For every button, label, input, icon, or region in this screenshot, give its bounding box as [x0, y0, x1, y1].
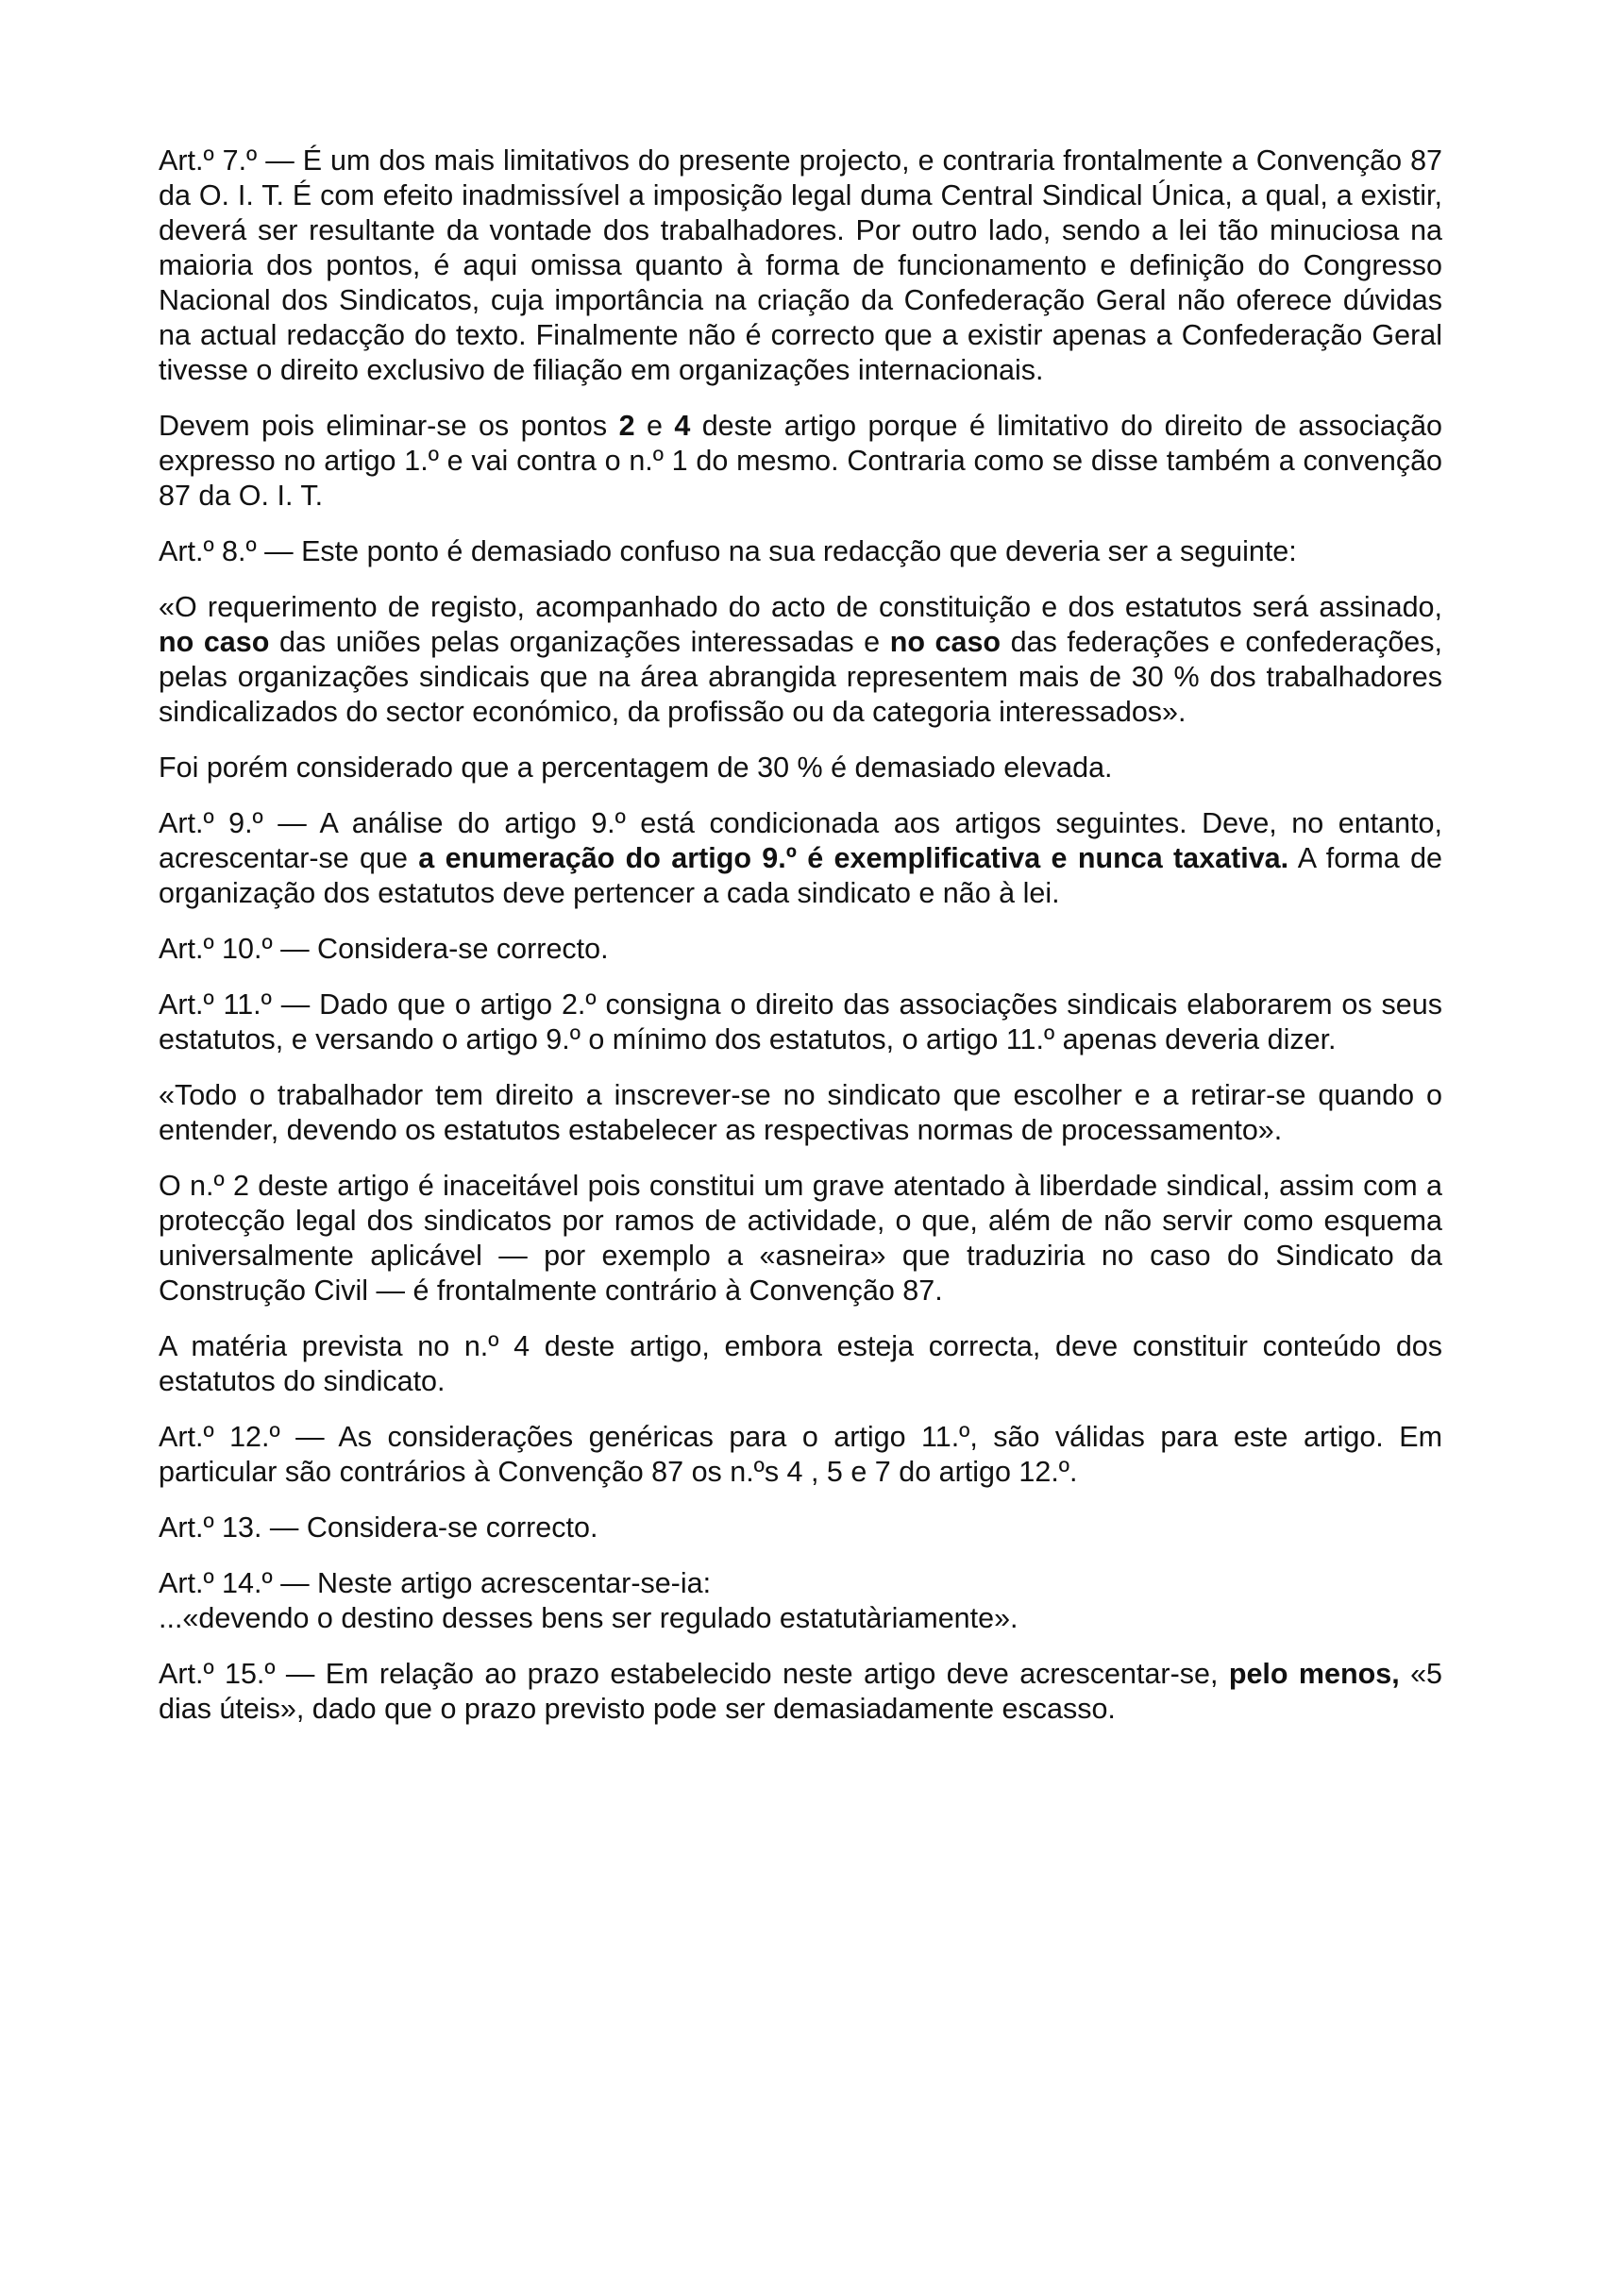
text-run: Art.º 13. — Considera-se correcto. — [159, 1511, 598, 1544]
text-run: Art.º 11.º — Dado que o artigo 2.º consigna o direito das associações sindicais elaborarem os seus estatutos, e versando o artigo 9.º o mínimo dos estatutos, o artigo 11.º apenas deveria dizer. — [159, 988, 1442, 1055]
text-run: Foi porém considerado que a percentagem de 30 % é demasiado elevada. — [159, 751, 1113, 784]
paragraph-art8-foi — [159, 751, 1442, 785]
paragraph-art8 — [159, 534, 1442, 569]
paragraph-art11-n4 — [159, 1329, 1442, 1399]
text-run: deste artigo porque é limitativo do direito de associação expresso no artigo 1.º e vai contra o n.º 1 do mesmo. Contraria como se disse também a convenção 87 da O. I. T. — [159, 410, 1442, 512]
text-run: «5 dias úteis», dado que o prazo previsto pode ser demasiadamente escasso. — [159, 1658, 1443, 1725]
text-run: Art.º 12.º — As considerações genéricas para o artigo 11.º, são válidas para este artigo. Em particular são contrários à Convenção 87 os n.ºs 4 , 5 e 7 do artigo 12.º. — [159, 1421, 1442, 1488]
paragraph-art13 — [159, 1511, 1442, 1545]
bold-run: a enumeração do artigo 9.º é exemplificativa e nunca taxativa. — [418, 842, 1289, 874]
paragraph-art12 — [159, 1420, 1442, 1490]
paragraph-art11-quote — [159, 1078, 1442, 1148]
text-run: O n.º 2 deste artigo é inaceitável pois constitui um grave atentado à liberdade sindical, assim com a protecção legal dos sindicatos por ramos de actividade, o que, além de não servir como esquema universalmente aplicável — por exemplo a «asneira» que traduziria no caso do Sindicato da Construção Civil — é frontalmente contrário à Convenção 87. — [159, 1170, 1442, 1307]
text-run: Art.º 7.º — É um dos mais limitativos do presente projecto, e contraria frontalmente a Convenção 87 da O. I. T. É com efeito inadmissível a imposição legal duma Central Sindical Única, a qual, a existir, deverá ser resultante da vontade dos trabalhadores. Por outro lado, sendo a lei tão minuciosa na maioria dos pontos, é aqui omissa quanto à forma de funcionamento e definição do Congresso Nacional dos Sindicatos, cuja importância na criação da Confederação Geral não oferece dúvidas na actual redacção do texto. Finalmente não é correcto que a existir apenas a Confederação Geral tivesse o direito exclusivo de filiação em organizações internacionais. — [159, 144, 1442, 386]
text-run: A forma de organização dos estatutos deve pertencer a cada sindicato e não à lei. — [159, 842, 1442, 909]
text-run: Art.º 14.º — Neste artigo acrescentar-se-ia: — [159, 1567, 712, 1599]
text-run: e — [634, 410, 675, 442]
text-run: Art.º 9.º — A análise do artigo 9.º está condicionada aos artigos seguintes. Deve, no entanto, acrescentar-se que — [159, 807, 1442, 874]
text-run: «O requerimento de registo, acompanhado do acto de constituição e dos estatutos será assinado, — [159, 591, 1442, 623]
paragraph-art14-quote — [159, 1601, 1442, 1636]
paragraph-art7-devem — [159, 409, 1442, 514]
paragraph-art14 — [159, 1566, 1442, 1601]
bold-run: 4 — [674, 410, 691, 442]
text-run: A matéria prevista no n.º 4 deste artigo, embora esteja correcta, deve constituir conteúdo dos estatutos do sindicato. — [159, 1330, 1442, 1397]
text-run: ...«devendo o destino desses bens ser regulado estatutàriamente». — [159, 1602, 1018, 1634]
document-page — [159, 144, 1442, 1747]
bold-run: no caso — [159, 626, 270, 658]
text-run: Devem pois eliminar-se os pontos — [159, 410, 619, 442]
bold-run: 2 — [618, 410, 635, 442]
bold-run: no caso — [889, 626, 1002, 658]
text-run: Art.º 8.º — Este ponto é demasiado confuso na sua redacção que deveria ser a seguinte: — [159, 535, 1297, 567]
text-run: Art.º 15.º — Em relação ao prazo estabelecido neste artigo deve acrescentar-se, — [159, 1658, 1229, 1690]
paragraph-art9 — [159, 806, 1442, 911]
paragraph-art8-quote — [159, 590, 1442, 730]
text-run: das federações e confederações, pelas organizações sindicais que na área abrangida representem mais de 30 % dos trabalhadores sindicalizados do sector económico, da profissão ou da categoria interessados». — [159, 626, 1442, 728]
paragraph-art11 — [159, 988, 1442, 1057]
bold-run: pelo menos, — [1228, 1658, 1400, 1690]
paragraph-art7 — [159, 144, 1442, 388]
text-run: «Todo o trabalhador tem direito a inscrever-se no sindicato que escolher e a retirar-se quando o entender, devendo os estatutos estabelecer as respectivas normas de processamento». — [159, 1079, 1442, 1146]
text-run: Art.º 10.º — Considera-se correcto. — [159, 933, 609, 965]
paragraph-art15 — [159, 1657, 1442, 1727]
paragraph-art10 — [159, 932, 1442, 967]
paragraph-art11-n2 — [159, 1169, 1442, 1308]
text-run: das uniões pelas organizações interessadas e — [269, 626, 890, 658]
